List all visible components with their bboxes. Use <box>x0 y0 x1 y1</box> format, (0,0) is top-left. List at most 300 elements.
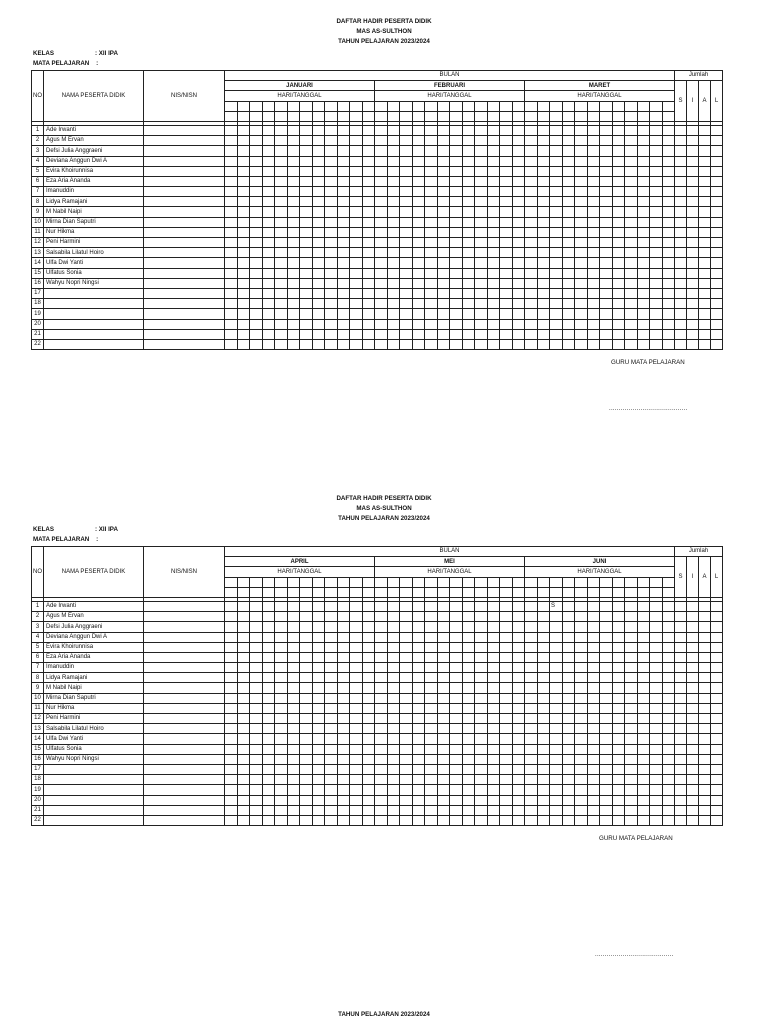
total-cell <box>687 632 699 642</box>
attendance-cell <box>475 775 488 785</box>
attendance-cell <box>537 795 550 805</box>
day-cell <box>237 111 250 121</box>
student-nis <box>144 703 225 713</box>
attendance-cell <box>625 197 638 207</box>
attendance-cell <box>287 693 300 703</box>
attendance-cell <box>387 309 400 319</box>
attendance-cell <box>287 166 300 176</box>
attendance-cell <box>650 632 663 642</box>
day-cell <box>575 111 588 121</box>
attendance-cell <box>337 299 350 309</box>
attendance-cell <box>562 673 575 683</box>
attendance-cell <box>412 714 425 724</box>
attendance-cell <box>450 744 463 754</box>
total-cell <box>675 683 687 693</box>
attendance-cell <box>450 714 463 724</box>
attendance-cell <box>300 775 313 785</box>
attendance-cell <box>500 815 513 825</box>
total-cell <box>699 601 711 611</box>
attendance-cell <box>387 299 400 309</box>
student-name: Wahyu Nopri Ningsi <box>44 278 144 288</box>
attendance-cell <box>225 207 238 217</box>
attendance-cell <box>637 187 650 197</box>
attendance-cell <box>412 339 425 349</box>
attendance-cell <box>612 339 625 349</box>
attendance-cell <box>500 775 513 785</box>
total-cell <box>711 785 723 795</box>
attendance-cell <box>262 805 275 815</box>
attendance-cell <box>250 309 263 319</box>
attendance-cell <box>637 125 650 135</box>
total-cell <box>711 207 723 217</box>
attendance-cell <box>387 642 400 652</box>
attendance-cell <box>600 187 613 197</box>
attendance-cell <box>662 775 675 785</box>
status-s-header: S <box>675 81 687 122</box>
attendance-cell <box>562 299 575 309</box>
attendance-cell <box>387 319 400 329</box>
attendance-cell <box>600 299 613 309</box>
attendance-cell <box>425 775 438 785</box>
attendance-cell <box>325 693 338 703</box>
attendance-cell <box>300 187 313 197</box>
subject-value: : <box>96 536 99 543</box>
attendance-cell <box>550 217 563 227</box>
student-number: 11 <box>32 227 44 237</box>
total-cell <box>699 703 711 713</box>
attendance-cell <box>487 166 500 176</box>
student-number: 9 <box>32 683 44 693</box>
attendance-cell <box>487 663 500 673</box>
attendance-cell <box>487 683 500 693</box>
attendance-cell <box>250 176 263 186</box>
attendance-cell <box>412 673 425 683</box>
attendance-cell <box>587 248 600 258</box>
attendance-cell <box>400 248 413 258</box>
attendance-cell <box>250 622 263 632</box>
total-cell <box>711 744 723 754</box>
attendance-cell <box>300 166 313 176</box>
total-cell <box>699 319 711 329</box>
attendance-cell <box>262 136 275 146</box>
attendance-cell <box>600 309 613 319</box>
day-cell <box>237 577 250 587</box>
table-row <box>32 652 723 662</box>
attendance-cell <box>475 754 488 764</box>
no-header: NO <box>32 71 44 122</box>
attendance-cell <box>262 217 275 227</box>
attendance-cell <box>362 176 375 186</box>
attendance-cell <box>462 703 475 713</box>
attendance-cell <box>500 299 513 309</box>
attendance-cell <box>412 754 425 764</box>
attendance-cell <box>400 632 413 642</box>
attendance-cell <box>587 642 600 652</box>
attendance-cell <box>637 258 650 268</box>
attendance-cell <box>275 156 288 166</box>
total-cell <box>675 775 687 785</box>
attendance-cell <box>337 207 350 217</box>
attendance-cell <box>475 146 488 156</box>
attendance-cell <box>587 785 600 795</box>
attendance-cell <box>375 815 388 825</box>
attendance-cell <box>225 693 238 703</box>
day-cell <box>637 577 650 587</box>
attendance-cell <box>575 146 588 156</box>
attendance-cell <box>250 714 263 724</box>
attendance-cell <box>262 176 275 186</box>
student-nis <box>144 187 225 197</box>
attendance-cell <box>275 673 288 683</box>
attendance-cell <box>625 744 638 754</box>
attendance-cell <box>362 248 375 258</box>
attendance-cell <box>462 724 475 734</box>
attendance-cell <box>250 227 263 237</box>
attendance-cell <box>325 258 338 268</box>
attendance-cell <box>287 714 300 724</box>
attendance-cell <box>537 146 550 156</box>
attendance-cell <box>325 815 338 825</box>
attendance-cell <box>487 258 500 268</box>
attendance-cell <box>262 146 275 156</box>
attendance-cell <box>487 744 500 754</box>
attendance-cell <box>375 673 388 683</box>
attendance-cell <box>325 268 338 278</box>
attendance-cell <box>375 248 388 258</box>
attendance-cell <box>587 673 600 683</box>
attendance-cell <box>612 632 625 642</box>
attendance-cell <box>337 805 350 815</box>
attendance-cell <box>637 319 650 329</box>
attendance-cell <box>487 642 500 652</box>
attendance-cell <box>537 125 550 135</box>
student-number: 7 <box>32 663 44 673</box>
attendance-cell <box>275 207 288 217</box>
attendance-cell <box>225 176 238 186</box>
attendance-cell <box>362 805 375 815</box>
attendance-cell <box>325 238 338 248</box>
attendance-cell <box>350 744 363 754</box>
total-cell <box>687 724 699 734</box>
attendance-cell <box>625 734 638 744</box>
attendance-cell <box>550 612 563 622</box>
school-name: MAS AS-SULTHON <box>356 505 412 512</box>
attendance-cell <box>550 754 563 764</box>
attendance-cell <box>400 642 413 652</box>
attendance-cell <box>450 299 463 309</box>
attendance-cell <box>337 683 350 693</box>
attendance-cell <box>387 785 400 795</box>
attendance-cell <box>350 217 363 227</box>
attendance-cell <box>300 217 313 227</box>
attendance-cell <box>425 744 438 754</box>
attendance-cell <box>225 663 238 673</box>
attendance-cell <box>350 612 363 622</box>
total-cell <box>675 734 687 744</box>
attendance-cell <box>625 339 638 349</box>
attendance-cell <box>637 795 650 805</box>
attendance-cell <box>525 319 538 329</box>
attendance-cell <box>562 714 575 724</box>
total-cell <box>699 805 711 815</box>
attendance-cell <box>350 125 363 135</box>
attendance-cell <box>537 136 550 146</box>
day-cell <box>587 101 600 111</box>
day-cell <box>337 577 350 587</box>
attendance-cell <box>462 622 475 632</box>
attendance-cell <box>500 612 513 622</box>
total-cell <box>711 156 723 166</box>
attendance-cell <box>375 299 388 309</box>
total-cell <box>711 166 723 176</box>
attendance-cell <box>650 238 663 248</box>
student-number: 17 <box>32 764 44 774</box>
attendance-cell <box>262 197 275 207</box>
attendance-cell <box>600 319 613 329</box>
attendance-cell <box>250 248 263 258</box>
attendance-cell <box>500 703 513 713</box>
attendance-cell <box>250 683 263 693</box>
attendance-cell <box>312 805 325 815</box>
attendance-cell <box>500 207 513 217</box>
attendance-cell <box>600 775 613 785</box>
attendance-cell <box>350 663 363 673</box>
attendance-cell <box>262 299 275 309</box>
attendance-cell <box>587 632 600 642</box>
attendance-cell <box>550 795 563 805</box>
attendance-cell <box>312 795 325 805</box>
attendance-cell <box>237 754 250 764</box>
attendance-cell <box>400 724 413 734</box>
attendance-cell <box>412 622 425 632</box>
attendance-cell <box>275 663 288 673</box>
attendance-cell <box>550 724 563 734</box>
attendance-cell <box>625 227 638 237</box>
total-cell <box>687 319 699 329</box>
attendance-cell <box>500 319 513 329</box>
attendance-cell <box>262 652 275 662</box>
attendance-cell <box>387 805 400 815</box>
attendance-cell <box>612 299 625 309</box>
student-nis <box>144 309 225 319</box>
attendance-cell <box>337 754 350 764</box>
attendance-cell <box>375 775 388 785</box>
attendance-cell <box>500 248 513 258</box>
day-cell <box>250 577 263 587</box>
total-cell <box>711 319 723 329</box>
total-cell <box>699 258 711 268</box>
attendance-cell <box>275 146 288 156</box>
day-date-header: HARI/TANGGAL <box>525 91 675 101</box>
attendance-cell <box>662 197 675 207</box>
attendance-cell <box>300 238 313 248</box>
attendance-cell <box>662 156 675 166</box>
attendance-cell <box>587 805 600 815</box>
attendance-cell <box>462 744 475 754</box>
attendance-cell <box>650 795 663 805</box>
attendance-cell <box>300 795 313 805</box>
academic-year: TAHUN PELAJARAN 2023/2024 <box>338 515 430 522</box>
attendance-cell <box>275 176 288 186</box>
attendance-cell <box>387 329 400 339</box>
attendance-cell <box>550 176 563 186</box>
attendance-cell <box>275 238 288 248</box>
attendance-cell <box>225 764 238 774</box>
student-name: Salsabila Lilatul Hoiro <box>44 724 144 734</box>
total-cell <box>687 176 699 186</box>
day-cell <box>437 577 450 587</box>
total-cell <box>711 278 723 288</box>
attendance-cell <box>375 136 388 146</box>
attendance-cell <box>362 166 375 176</box>
attendance-cell <box>400 329 413 339</box>
attendance-cell <box>250 268 263 278</box>
attendance-cell <box>225 268 238 278</box>
attendance-cell <box>300 734 313 744</box>
attendance-cell <box>362 775 375 785</box>
attendance-cell <box>612 703 625 713</box>
attendance-cell <box>525 652 538 662</box>
day-cell <box>287 111 300 121</box>
attendance-cell <box>512 278 525 288</box>
attendance-cell <box>287 601 300 611</box>
day-cell <box>300 587 313 597</box>
attendance-cell <box>312 339 325 349</box>
attendance-cell <box>387 632 400 642</box>
attendance-cell <box>287 764 300 774</box>
day-cell <box>262 101 275 111</box>
attendance-cell <box>537 309 550 319</box>
attendance-cell <box>637 775 650 785</box>
attendance-cell <box>387 815 400 825</box>
attendance-cell <box>537 329 550 339</box>
attendance-cell <box>350 258 363 268</box>
day-cell <box>462 101 475 111</box>
attendance-cell <box>450 309 463 319</box>
attendance-cell <box>350 683 363 693</box>
attendance-cell <box>337 673 350 683</box>
student-name: Deviana Anggun Dwi A <box>44 632 144 642</box>
attendance-cell <box>325 278 338 288</box>
day-cell <box>512 101 525 111</box>
attendance-cell <box>637 227 650 237</box>
attendance-cell <box>450 652 463 662</box>
attendance-cell <box>312 612 325 622</box>
attendance-cell <box>475 795 488 805</box>
attendance-cell <box>237 248 250 258</box>
total-cell <box>675 238 687 248</box>
attendance-cell <box>237 268 250 278</box>
attendance-cell <box>512 319 525 329</box>
attendance-cell <box>612 775 625 785</box>
attendance-cell <box>350 339 363 349</box>
day-cell <box>437 111 450 121</box>
attendance-cell <box>562 642 575 652</box>
attendance-cell <box>650 815 663 825</box>
attendance-cell <box>437 156 450 166</box>
attendance-cell <box>275 248 288 258</box>
day-cell <box>500 101 513 111</box>
day-cell <box>587 587 600 597</box>
total-cell <box>699 642 711 652</box>
attendance-cell <box>537 785 550 795</box>
student-name: Ulfa Dwi Yanti <box>44 258 144 268</box>
attendance-cell <box>475 642 488 652</box>
attendance-cell <box>225 217 238 227</box>
table-row <box>32 319 723 329</box>
total-cell <box>687 673 699 683</box>
attendance-cell <box>537 217 550 227</box>
attendance-cell <box>350 622 363 632</box>
attendance-cell <box>612 217 625 227</box>
attendance-cell <box>262 238 275 248</box>
student-number: 2 <box>32 136 44 146</box>
total-cell <box>675 744 687 754</box>
attendance-cell <box>325 724 338 734</box>
attendance-cell <box>400 754 413 764</box>
attendance-cell <box>662 187 675 197</box>
attendance-cell <box>312 724 325 734</box>
attendance-cell <box>350 795 363 805</box>
attendance-cell <box>362 197 375 207</box>
attendance-cell <box>225 673 238 683</box>
student-nis <box>144 268 225 278</box>
attendance-cell <box>550 785 563 795</box>
attendance-cell <box>312 217 325 227</box>
student-number: 6 <box>32 652 44 662</box>
attendance-cell <box>362 136 375 146</box>
attendance-cell <box>475 136 488 146</box>
attendance-cell <box>475 278 488 288</box>
attendance-cell <box>550 734 563 744</box>
attendance-cell <box>300 125 313 135</box>
attendance-cell <box>400 238 413 248</box>
total-cell <box>699 754 711 764</box>
attendance-cell <box>500 795 513 805</box>
attendance-cell <box>462 775 475 785</box>
attendance-cell <box>575 693 588 703</box>
attendance-cell <box>487 622 500 632</box>
sheet-1-signature-line: ........................................ <box>609 406 688 412</box>
attendance-cell <box>337 309 350 319</box>
day-cell <box>387 577 400 587</box>
attendance-cell <box>337 703 350 713</box>
attendance-cell <box>400 683 413 693</box>
total-cell <box>699 288 711 298</box>
attendance-cell <box>387 754 400 764</box>
attendance-cell <box>312 288 325 298</box>
attendance-cell <box>437 764 450 774</box>
total-cell <box>711 601 723 611</box>
attendance-cell <box>325 156 338 166</box>
attendance-cell <box>487 227 500 237</box>
student-name: Lidya Ramajani <box>44 197 144 207</box>
attendance-cell <box>487 724 500 734</box>
attendance-cell <box>262 339 275 349</box>
attendance-cell <box>612 146 625 156</box>
attendance-cell <box>475 187 488 197</box>
attendance-cell <box>587 612 600 622</box>
attendance-cell <box>587 125 600 135</box>
attendance-cell <box>275 652 288 662</box>
attendance-cell <box>425 785 438 795</box>
attendance-cell <box>237 309 250 319</box>
attendance-cell <box>612 693 625 703</box>
student-nis <box>144 642 225 652</box>
attendance-cell <box>387 663 400 673</box>
attendance-cell <box>287 309 300 319</box>
total-cell <box>711 288 723 298</box>
